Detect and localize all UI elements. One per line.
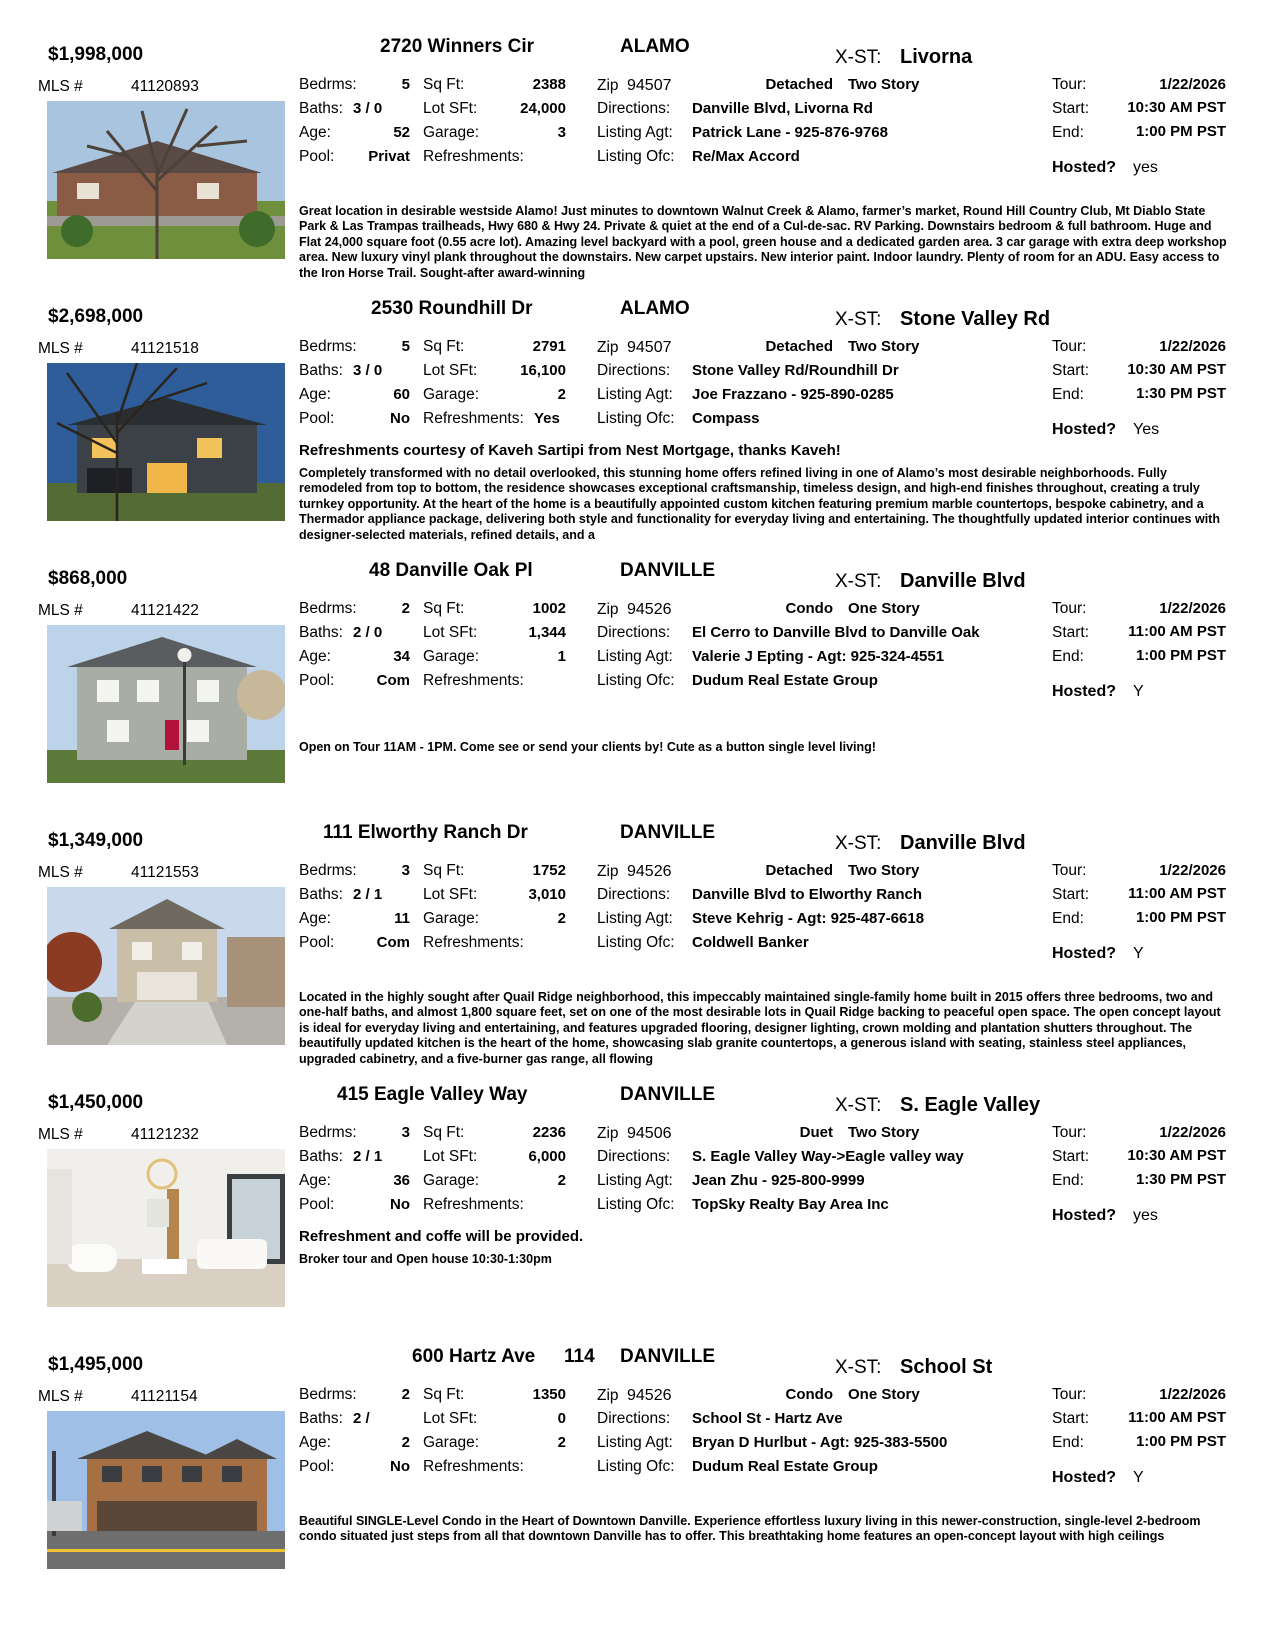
property-type: Detached xyxy=(765,76,833,93)
refreshments-label: Refreshments: xyxy=(423,934,524,951)
bedrms-label: Bedrms: xyxy=(299,1386,357,1403)
cross-street-label: X-ST: xyxy=(835,309,882,330)
listing-price: $1,998,000 xyxy=(48,44,144,65)
refreshment-remarks: Refreshment and coffe will be provided. xyxy=(299,1228,584,1245)
start-label: Start: xyxy=(1052,624,1090,641)
listing-agent-value: Valerie J Epting - Agt: 925-324-4551 xyxy=(692,648,945,665)
age-label: Age: xyxy=(299,910,331,927)
pool-label: Pool: xyxy=(299,1458,335,1475)
baths-value: 2 / xyxy=(353,1410,370,1427)
sqft-label: Sq Ft: xyxy=(423,862,465,879)
age-value: 60 xyxy=(393,386,410,403)
garage-value: 2 xyxy=(557,1434,566,1451)
lotsft-label: Lot SFt: xyxy=(423,886,478,903)
cross-street-label: X-ST: xyxy=(835,1357,882,1378)
directions-value: S. Eagle Valley Way->Eagle valley way xyxy=(692,1148,964,1165)
tour-date: 1/22/2026 xyxy=(1159,600,1226,617)
garage-label: Garage: xyxy=(423,648,480,665)
listing-city: DANVILLE xyxy=(620,560,715,581)
hosted-value: yes xyxy=(1133,159,1158,176)
refreshments-label: Refreshments: xyxy=(423,410,524,427)
refreshments-label: Refreshments: xyxy=(423,1458,524,1475)
listing-card xyxy=(0,1346,1275,1608)
start-time: 11:00 AM PST xyxy=(1128,885,1226,902)
end-label: End: xyxy=(1052,386,1084,403)
zip-value: 94507 xyxy=(627,77,672,94)
listing-agent-label: Listing Agt: xyxy=(597,910,673,927)
baths-value: 3 / 0 xyxy=(353,362,383,379)
start-time: 10:30 AM PST xyxy=(1127,1147,1226,1164)
garage-label: Garage: xyxy=(423,1172,480,1189)
lotsft-value: 1,344 xyxy=(528,624,566,641)
refreshment-remarks: Refreshments courtesy of Kaveh Sartipi from Nest Mortgage, thanks Kaveh! xyxy=(299,442,841,459)
zip-value: 94526 xyxy=(627,601,672,618)
garage-label: Garage: xyxy=(423,124,480,141)
refreshments-label: Refreshments: xyxy=(423,1196,524,1213)
pool-label: Pool: xyxy=(299,672,335,689)
cross-street-value: School St xyxy=(900,1356,993,1378)
property-type: Detached xyxy=(765,862,833,879)
listing-office-value: Coldwell Banker xyxy=(692,934,809,951)
listing-photo[interactable] xyxy=(47,887,285,1045)
sqft-label: Sq Ft: xyxy=(423,600,465,617)
mls-number: 41121518 xyxy=(131,340,199,357)
end-label: End: xyxy=(1052,1172,1084,1189)
sqft-value: 2236 xyxy=(532,1124,566,1141)
hosted-label: Hosted? xyxy=(1052,1207,1116,1224)
listing-price: $868,000 xyxy=(48,568,128,589)
tour-label: Tour: xyxy=(1052,1386,1087,1403)
garage-value: 2 xyxy=(557,386,566,403)
mls-number: 41121154 xyxy=(131,1388,198,1405)
end-label: End: xyxy=(1052,1434,1084,1451)
listing-office-value: Dudum Real Estate Group xyxy=(692,672,878,689)
start-time: 11:00 AM PST xyxy=(1128,623,1226,640)
listing-city: ALAMO xyxy=(620,36,690,57)
sqft-label: Sq Ft: xyxy=(423,76,465,93)
pool-value: Com xyxy=(376,934,410,951)
listing-office-label: Listing Ofc: xyxy=(597,148,675,165)
pool-value: No xyxy=(390,1458,410,1475)
directions-label: Directions: xyxy=(597,624,671,641)
zip-value: 94506 xyxy=(627,1125,672,1142)
end-time: 1:00 PM PST xyxy=(1135,909,1226,926)
baths-value: 3 / 0 xyxy=(353,100,383,117)
lotsft-value: 24,000 xyxy=(520,100,566,117)
property-type: Condo xyxy=(785,1386,833,1403)
sqft-value: 2388 xyxy=(532,76,566,93)
garage-label: Garage: xyxy=(423,910,480,927)
age-label: Age: xyxy=(299,1172,331,1189)
sqft-value: 1350 xyxy=(532,1386,566,1403)
end-time: 1:30 PM PST xyxy=(1135,385,1226,402)
mls-number: 41121553 xyxy=(131,864,199,881)
bedrms-value: 3 xyxy=(401,862,410,879)
listing-address: 600 Hartz Ave xyxy=(412,1346,536,1367)
listing-office-label: Listing Ofc: xyxy=(597,1196,675,1213)
property-story: One Story xyxy=(848,600,920,617)
zip-label: Zip xyxy=(597,863,619,880)
lotsft-label: Lot SFt: xyxy=(423,1410,478,1427)
start-label: Start: xyxy=(1052,100,1090,117)
listing-agent-value: Joe Frazzano - 925-890-0285 xyxy=(692,386,894,403)
bedrms-value: 2 xyxy=(401,1386,410,1403)
hosted-value: Y xyxy=(1133,1469,1144,1486)
listing-address: 415 Eagle Valley Way xyxy=(337,1084,528,1105)
hosted-label: Hosted? xyxy=(1052,945,1116,962)
hosted-label: Hosted? xyxy=(1052,159,1116,176)
listing-office-value: TopSky Realty Bay Area Inc xyxy=(692,1196,889,1213)
baths-value: 2 / 1 xyxy=(353,886,383,903)
listing-agent-value: Jean Zhu - 925-800-9999 xyxy=(692,1172,865,1189)
start-time: 10:30 AM PST xyxy=(1127,99,1226,116)
end-label: End: xyxy=(1052,910,1084,927)
bedrms-value: 3 xyxy=(401,1124,410,1141)
mls-label: MLS # xyxy=(38,340,83,357)
listing-card xyxy=(0,1084,1275,1346)
listing-price: $1,495,000 xyxy=(48,1354,144,1375)
refreshments-label: Refreshments: xyxy=(423,148,524,165)
lotsft-label: Lot SFt: xyxy=(423,1148,478,1165)
tour-label: Tour: xyxy=(1052,76,1087,93)
tour-label: Tour: xyxy=(1052,600,1087,617)
listing-agent-value: Patrick Lane - 925-876-9768 xyxy=(692,124,888,141)
start-time: 10:30 AM PST xyxy=(1127,361,1226,378)
listing-city: ALAMO xyxy=(620,298,690,319)
listing-office-value: Compass xyxy=(692,410,760,427)
garage-value: 3 xyxy=(557,124,566,141)
zip-value: 94526 xyxy=(627,863,672,880)
tour-date: 1/22/2026 xyxy=(1159,338,1226,355)
listing-description: Completely transformed with no detail overlooked, this stunning home offers refined living in one of Alamo’s most desirable neighborhoods. Fully remodeled from top to bottom, the residence showcases exceptional craftsmanship, timeless design, and high-end finishes throughout, creating a truly turnkey opportunity. At the heart of the home is a beautifully appointed custom kitchen featuring premium marble countertops, bespoke cabinetry, and a Thermador appliance package, delivering both style and functionality for everyday living and entertaining. The thoughtfully updated interior continues with designer-selected materials, refined details, and a xyxy=(299,466,1220,542)
hosted-value: yes xyxy=(1133,1207,1158,1224)
listing-office-label: Listing Ofc: xyxy=(597,1458,675,1475)
zip-label: Zip xyxy=(597,1387,619,1404)
baths-label: Baths: xyxy=(299,1410,343,1427)
tour-label: Tour: xyxy=(1052,338,1087,355)
listing-address: 2720 Winners Cir xyxy=(380,36,535,57)
property-story: Two Story xyxy=(848,76,920,93)
listing-agent-label: Listing Agt: xyxy=(597,1172,673,1189)
listing-description: Located in the highly sought after Quail Ridge neighborhood, this impeccably maintained single-family home built in 2015 offers three bedrooms, two and one-half baths, and almost 1,800 square feet, set on one of the most desirable lots in Quail Ridge backing to peaceful open space. The open concept layout is ideal for everyday living and entertaining, and features upgraded flooring, designer lighting, crown molding and plantation shutters throughout. The beautifully updated kitchen is the heart of the home, showcasing slab granite countertops, a generous island with seating, stainless steel appliances, upgraded cabinetry, and a five-burner gas range, all flowing xyxy=(299,990,1221,1066)
listing-agent-value: Bryan D Hurlbut - Agt: 925-383-5500 xyxy=(692,1434,948,1451)
mls-label: MLS # xyxy=(38,864,83,881)
bedrms-value: 2 xyxy=(401,600,410,617)
mls-number: 41121422 xyxy=(131,602,199,619)
listing-city: DANVILLE xyxy=(620,1346,715,1367)
zip-value: 94526 xyxy=(627,1387,672,1404)
mls-label: MLS # xyxy=(38,1126,83,1143)
listing-card xyxy=(0,36,1275,298)
zip-label: Zip xyxy=(597,77,619,94)
listing-card xyxy=(0,298,1275,560)
directions-label: Directions: xyxy=(597,886,671,903)
cross-street-value: Danville Blvd xyxy=(900,570,1026,592)
age-value: 11 xyxy=(394,910,410,927)
end-label: End: xyxy=(1052,124,1084,141)
bedrms-value: 5 xyxy=(401,338,410,355)
tour-date: 1/22/2026 xyxy=(1159,76,1226,93)
cross-street-value: Livorna xyxy=(900,46,973,68)
listing-photo[interactable] xyxy=(47,363,285,521)
start-label: Start: xyxy=(1052,886,1090,903)
tour-label: Tour: xyxy=(1052,862,1087,879)
property-story: Two Story xyxy=(848,1124,920,1141)
baths-label: Baths: xyxy=(299,886,343,903)
refreshments-value: Yes xyxy=(534,410,560,427)
baths-label: Baths: xyxy=(299,624,343,641)
age-label: Age: xyxy=(299,648,331,665)
cross-street-label: X-ST: xyxy=(835,1095,882,1116)
bedrms-value: 5 xyxy=(401,76,410,93)
age-value: 2 xyxy=(401,1434,410,1451)
directions-label: Directions: xyxy=(597,1148,671,1165)
listing-photo[interactable] xyxy=(47,101,285,259)
sqft-value: 1752 xyxy=(532,862,566,879)
listing-city: DANVILLE xyxy=(620,1084,715,1105)
age-value: 52 xyxy=(393,124,410,141)
listing-price: $1,450,000 xyxy=(48,1092,144,1113)
property-story: One Story xyxy=(848,1386,920,1403)
garage-value: 2 xyxy=(557,1172,566,1189)
zip-value: 94507 xyxy=(627,339,672,356)
listing-description: Open on Tour 11AM - 1PM. Come see or send your clients by! Cute as a button single level living! xyxy=(299,740,876,754)
pool-value: Com xyxy=(376,672,410,689)
directions-label: Directions: xyxy=(597,1410,671,1427)
age-value: 34 xyxy=(393,648,410,665)
listing-address: 111 Elworthy Ranch Dr xyxy=(323,822,528,843)
end-time: 1:00 PM PST xyxy=(1135,647,1226,664)
lotsft-label: Lot SFt: xyxy=(423,100,478,117)
end-time: 1:30 PM PST xyxy=(1135,1171,1226,1188)
listing-description: Beautiful SINGLE-Level Condo in the Heart of Downtown Danville. Experience effortless luxury living in this newer-construction, single-level 2-bedroom condo situated just steps from all that downtown Danville has to offer. This breathtaking home features an open-concept layout with high ceilings xyxy=(299,1514,1201,1544)
end-time: 1:00 PM PST xyxy=(1135,1433,1226,1450)
age-value: 36 xyxy=(393,1172,410,1189)
mls-label: MLS # xyxy=(38,1388,83,1405)
listing-agent-label: Listing Agt: xyxy=(597,1434,673,1451)
listing-office-label: Listing Ofc: xyxy=(597,410,675,427)
cross-street-label: X-ST: xyxy=(835,47,882,68)
start-label: Start: xyxy=(1052,1148,1090,1165)
listing-office-label: Listing Ofc: xyxy=(597,934,675,951)
lotsft-value: 16,100 xyxy=(520,362,566,379)
directions-value: Stone Valley Rd/Roundhill Dr xyxy=(692,362,899,379)
listing-card xyxy=(0,822,1275,1084)
listing-price: $2,698,000 xyxy=(48,306,144,327)
mls-number: 41120893 xyxy=(131,78,199,95)
bedrms-label: Bedrms: xyxy=(299,76,357,93)
pool-value: No xyxy=(390,1196,410,1213)
pool-label: Pool: xyxy=(299,148,335,165)
sqft-value: 2791 xyxy=(532,338,566,355)
baths-value: 2 / 0 xyxy=(353,624,383,641)
age-label: Age: xyxy=(299,1434,331,1451)
lotsft-label: Lot SFt: xyxy=(423,362,478,379)
bedrms-label: Bedrms: xyxy=(299,600,357,617)
garage-value: 2 xyxy=(557,910,566,927)
listing-office-value: Re/Max Accord xyxy=(692,148,800,165)
listing-price: $1,349,000 xyxy=(48,830,144,851)
hosted-value: Y xyxy=(1133,945,1144,962)
age-label: Age: xyxy=(299,124,331,141)
tour-date: 1/22/2026 xyxy=(1159,1386,1226,1403)
directions-value: Danville Blvd, Livorna Rd xyxy=(692,100,873,117)
lotsft-value: 6,000 xyxy=(528,1148,566,1165)
tour-label: Tour: xyxy=(1052,1124,1087,1141)
hosted-label: Hosted? xyxy=(1052,1469,1116,1486)
listing-photo[interactable] xyxy=(47,1411,285,1569)
age-label: Age: xyxy=(299,386,331,403)
listing-city: DANVILLE xyxy=(620,822,715,843)
zip-label: Zip xyxy=(597,1125,619,1142)
listing-office-label: Listing Ofc: xyxy=(597,672,675,689)
lotsft-label: Lot SFt: xyxy=(423,624,478,641)
listing-card xyxy=(0,560,1275,822)
directions-value: Danville Blvd to Elworthy Ranch xyxy=(692,886,923,903)
hosted-label: Hosted? xyxy=(1052,683,1116,700)
baths-label: Baths: xyxy=(299,1148,343,1165)
baths-label: Baths: xyxy=(299,100,343,117)
refreshments-label: Refreshments: xyxy=(423,672,524,689)
baths-value: 2 / 1 xyxy=(353,1148,383,1165)
start-time: 11:00 AM PST xyxy=(1128,1409,1226,1426)
mls-label: MLS # xyxy=(38,602,83,619)
property-type: Detached xyxy=(765,338,833,355)
directions-value: El Cerro to Danville Blvd to Danville Oak xyxy=(692,624,980,641)
pool-value: Privat xyxy=(368,148,410,165)
end-label: End: xyxy=(1052,648,1084,665)
listing-unit: 114 xyxy=(564,1346,595,1367)
listing-photo[interactable] xyxy=(47,625,285,783)
lotsft-value: 0 xyxy=(557,1410,566,1427)
bedrms-label: Bedrms: xyxy=(299,862,357,879)
property-story: Two Story xyxy=(848,862,920,879)
sqft-label: Sq Ft: xyxy=(423,1124,465,1141)
hosted-value: Y xyxy=(1133,683,1144,700)
cross-street-value: Danville Blvd xyxy=(900,832,1026,854)
cross-street-label: X-ST: xyxy=(835,571,882,592)
garage-label: Garage: xyxy=(423,1434,480,1451)
end-time: 1:00 PM PST xyxy=(1135,123,1226,140)
property-story: Two Story xyxy=(848,338,920,355)
listing-agent-value: Steve Kehrig - Agt: 925-487-6618 xyxy=(692,910,925,927)
listing-office-value: Dudum Real Estate Group xyxy=(692,1458,878,1475)
sqft-label: Sq Ft: xyxy=(423,338,465,355)
directions-label: Directions: xyxy=(597,362,671,379)
zip-label: Zip xyxy=(597,339,619,356)
hosted-label: Hosted? xyxy=(1052,421,1116,438)
mls-label: MLS # xyxy=(38,78,83,95)
listing-agent-label: Listing Agt: xyxy=(597,124,673,141)
garage-value: 1 xyxy=(557,648,566,665)
property-type: Duet xyxy=(799,1124,833,1141)
cross-street-value: S. Eagle Valley xyxy=(900,1094,1041,1116)
start-label: Start: xyxy=(1052,362,1090,379)
bedrms-label: Bedrms: xyxy=(299,338,357,355)
listing-address: 2530 Roundhill Dr xyxy=(371,298,533,319)
sqft-value: 1002 xyxy=(532,600,566,617)
zip-label: Zip xyxy=(597,601,619,618)
tour-remarks: Broker tour and Open house 10:30-1:30pm xyxy=(299,1252,552,1266)
bedrms-label: Bedrms: xyxy=(299,1124,357,1141)
pool-value: No xyxy=(390,410,410,427)
directions-value: School St - Hartz Ave xyxy=(692,1410,843,1427)
property-type: Condo xyxy=(785,600,833,617)
pool-label: Pool: xyxy=(299,934,335,951)
baths-label: Baths: xyxy=(299,362,343,379)
cross-street-value: Stone Valley Rd xyxy=(900,308,1051,330)
tour-date: 1/22/2026 xyxy=(1159,1124,1226,1141)
lotsft-value: 3,010 xyxy=(528,886,566,903)
pool-label: Pool: xyxy=(299,1196,335,1213)
listing-agent-label: Listing Agt: xyxy=(597,648,673,665)
hosted-value: Yes xyxy=(1133,421,1160,438)
cross-street-label: X-ST: xyxy=(835,833,882,854)
pool-label: Pool: xyxy=(299,410,335,427)
listing-photo[interactable] xyxy=(47,1149,285,1307)
mls-number: 41121232 xyxy=(131,1126,199,1143)
tour-date: 1/22/2026 xyxy=(1159,862,1226,879)
listing-description: Great location in desirable westside Alamo! Just minutes to downtown Walnut Creek & Alamo, farmer’s market, Round Hill Country Club, Mt Diablo State Park & Las Trampas trailheads, Hwy 680 & Hwy 24. Private & quiet at the end of a Cul-de-sac. RV Parking. Downstairs bedroom & full bathroom. Huge and Flat 24,000 square foot (0.55 acre lot). Amazing level backyard with a pool, green house and a dedicated garden area. 3 car garage with extra deep workshop area. New luxury vinyl plank throughout the downstairs. New carpet upstairs. New interior paint. Indoor laundry. Plenty of room for an ADU. Easy access to the Iron Horse Trail. Sought-after award-winning xyxy=(299,204,1227,280)
listing-agent-label: Listing Agt: xyxy=(597,386,673,403)
garage-label: Garage: xyxy=(423,386,480,403)
sqft-label: Sq Ft: xyxy=(423,1386,465,1403)
listing-address: 48 Danville Oak Pl xyxy=(369,560,533,581)
start-label: Start: xyxy=(1052,1410,1090,1427)
directions-label: Directions: xyxy=(597,100,671,117)
